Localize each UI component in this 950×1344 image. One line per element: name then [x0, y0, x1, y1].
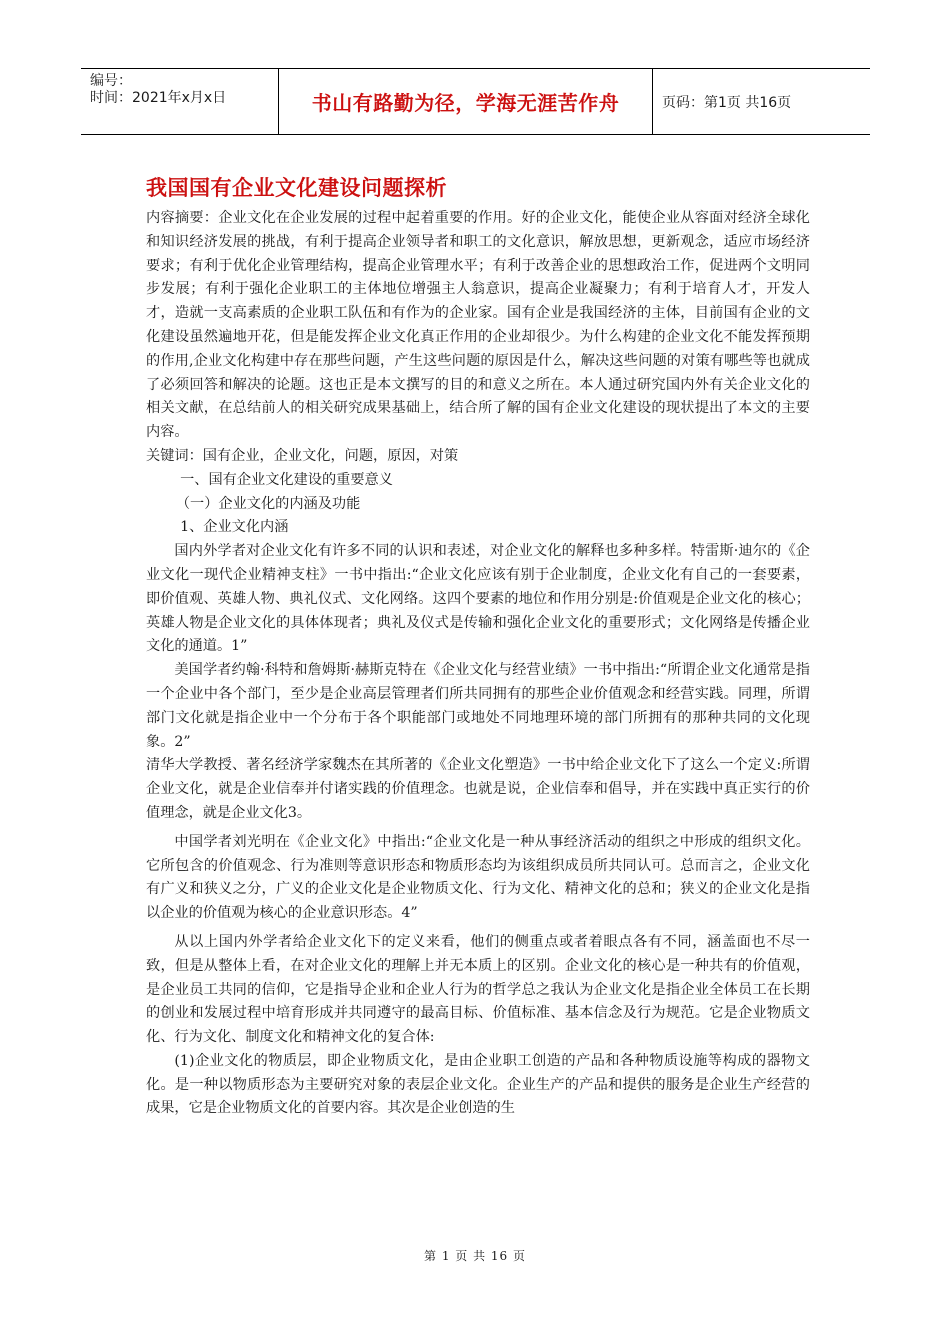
document-number-label: 编号： [90, 73, 132, 89]
section-heading-1: 一、国有企业文化建设的重要意义 [180, 471, 393, 488]
body-paragraph: 中国学者刘光明在《企业文化》中指出:“企业文化是一种从事经济活动的组织之中形成的组织文化。它所包含的价值观念、行为准则等意识形态和物质形态均为该组织成员所共同认可。总而言之，企业文化有广义和狭义之分，广义的企业文化是企业物质文化、行为文化、精神文化的总和；狭义的企业文化是指以企业的价值观为核心的企业意识形态。4” [146, 833, 810, 922]
body-paragraph: 从以上国内外学者给企业文化下的定义来看，他们的侧重点或者着眼点各有不同，涵盖面也不尽一致，但是从整体上看，在对企业文化的理解上并无本质上的区别。企业文化的核心是一种共有的价值观，是企业员工共同的信仰，它是指导企业和企业人行为的哲学总之我认为企业文化是指企业全体员工在长期的创业和发展过程中培育形成并共同遵守的最高目标、价值标准、基本信念及行为规范。它是企业物质文化、行为文化、制度文化和精神文化的复合体: [146, 933, 810, 1046]
header-meta-cell [81, 69, 279, 134]
section-heading-2: （一）企业文化的内涵及功能 [175, 495, 361, 512]
document-title: 我国国有企业文化建设问题探析 [146, 176, 447, 200]
section-heading-3: 1、企业文化内涵 [180, 519, 289, 536]
header-motto: 书山有路勤为径，学海无涯苦作舟 [279, 69, 653, 134]
keywords-line: 关键词：国有企业，企业文化，问题，原因，对策 [146, 447, 459, 464]
body-paragraph: 美国学者约翰·科特和詹姆斯·赫斯克特在《企业文化与经营业绩》一书中指出:“所谓企业文化通常是指一个企业中各个部门，至少是企业高层管理者们所共同拥有的那些企业价值观念和经营实践。同理，所谓部门文化就是指企业中一个分布于各个职能部门或地处不同地理环境的部门所拥有的那种共同的文化现象。2” [146, 662, 810, 750]
document-time-label: 时间：2021年x月x日 [90, 90, 227, 106]
document-body [146, 207, 810, 1121]
abstract-paragraph: 内容摘要：企业文化在企业发展的过程中起着重要的作用。好的企业文化，能使企业从容面对经济全球化和知识经济发展的挑战，有利于提高企业领导者和职工的文化意识，解放思想，更新观念，适应市场经济要求；有利于优化企业管理结构，提高企业管理水平；有利于改善企业的思想政治工作，促进两个文明同步发展；有利于强化企业职工的主体地位增强主人翁意识，提高企业凝聚力；有利于培育人才，开发人才，造就一支高素质的企业职工队伍和有作为的企业家。国有企业是我国经济的主体，目前国有企业的文化建设虽然遍地开花，但是能发挥企业文化真正作用的企业却很少。为什么构建的企业文化不能发挥预期的作用,企业文化构建中存在那些问题，产生这些问题的原因是什么，解决这些问题的对策有哪些等也就成了必须回答和解决的论题。这也正是本文撰写的目的和意义之所在。本人通过研究国内外有关企业文化的相关文献，在总结前人的相关研究成果基础上，结合所了解的国有企业文化建设的现状提出了本文的主要内容。 [146, 210, 810, 441]
body-paragraph: 清华大学教授、著名经济学家魏杰在其所著的《企业文化塑造》一书中给企业文化下了这么一个定义:所谓企业文化，就是企业信奉并付诸实践的价值理念。也就是说，企业信奉和倡导，并在实践中真正实行的价值理念，就是企业文化3。 [146, 757, 810, 821]
page-footer: 第 1 页 共 16 页 [424, 1249, 526, 1263]
body-paragraph: 国内外学者对企业文化有许多不同的认识和表述，对企业文化的解释也多种多样。特雷斯·迪尔的《企业文化一现代企业精神支柱》一书中指出:“企业文化应该有别于企业制度，企业文化有自己的一套要素，即价值观、英雄人物、典礼仪式、文化网络。这四个要素的地位和作用分别是:价值观是企业文化的核心；英雄人物是企业文化的具体体现者；典礼及仪式是传输和强化企业文化的重要形式；文化网络是传播企业文化的通道。1” [146, 543, 810, 655]
body-paragraph: (1)企业文化的物质层，即企业物质文化，是由企业职工创造的产品和各种物质设施等构成的器物文化。是一种以物质形态为主要研究对象的表层企业文化。企业生产的产品和提供的服务是企业生产经营的成果，它是企业物质文化的首要内容。其次是企业创造的生 [146, 1052, 810, 1117]
header-page-label: 页码：第1页 共16页 [662, 94, 792, 111]
header-table [81, 68, 870, 135]
